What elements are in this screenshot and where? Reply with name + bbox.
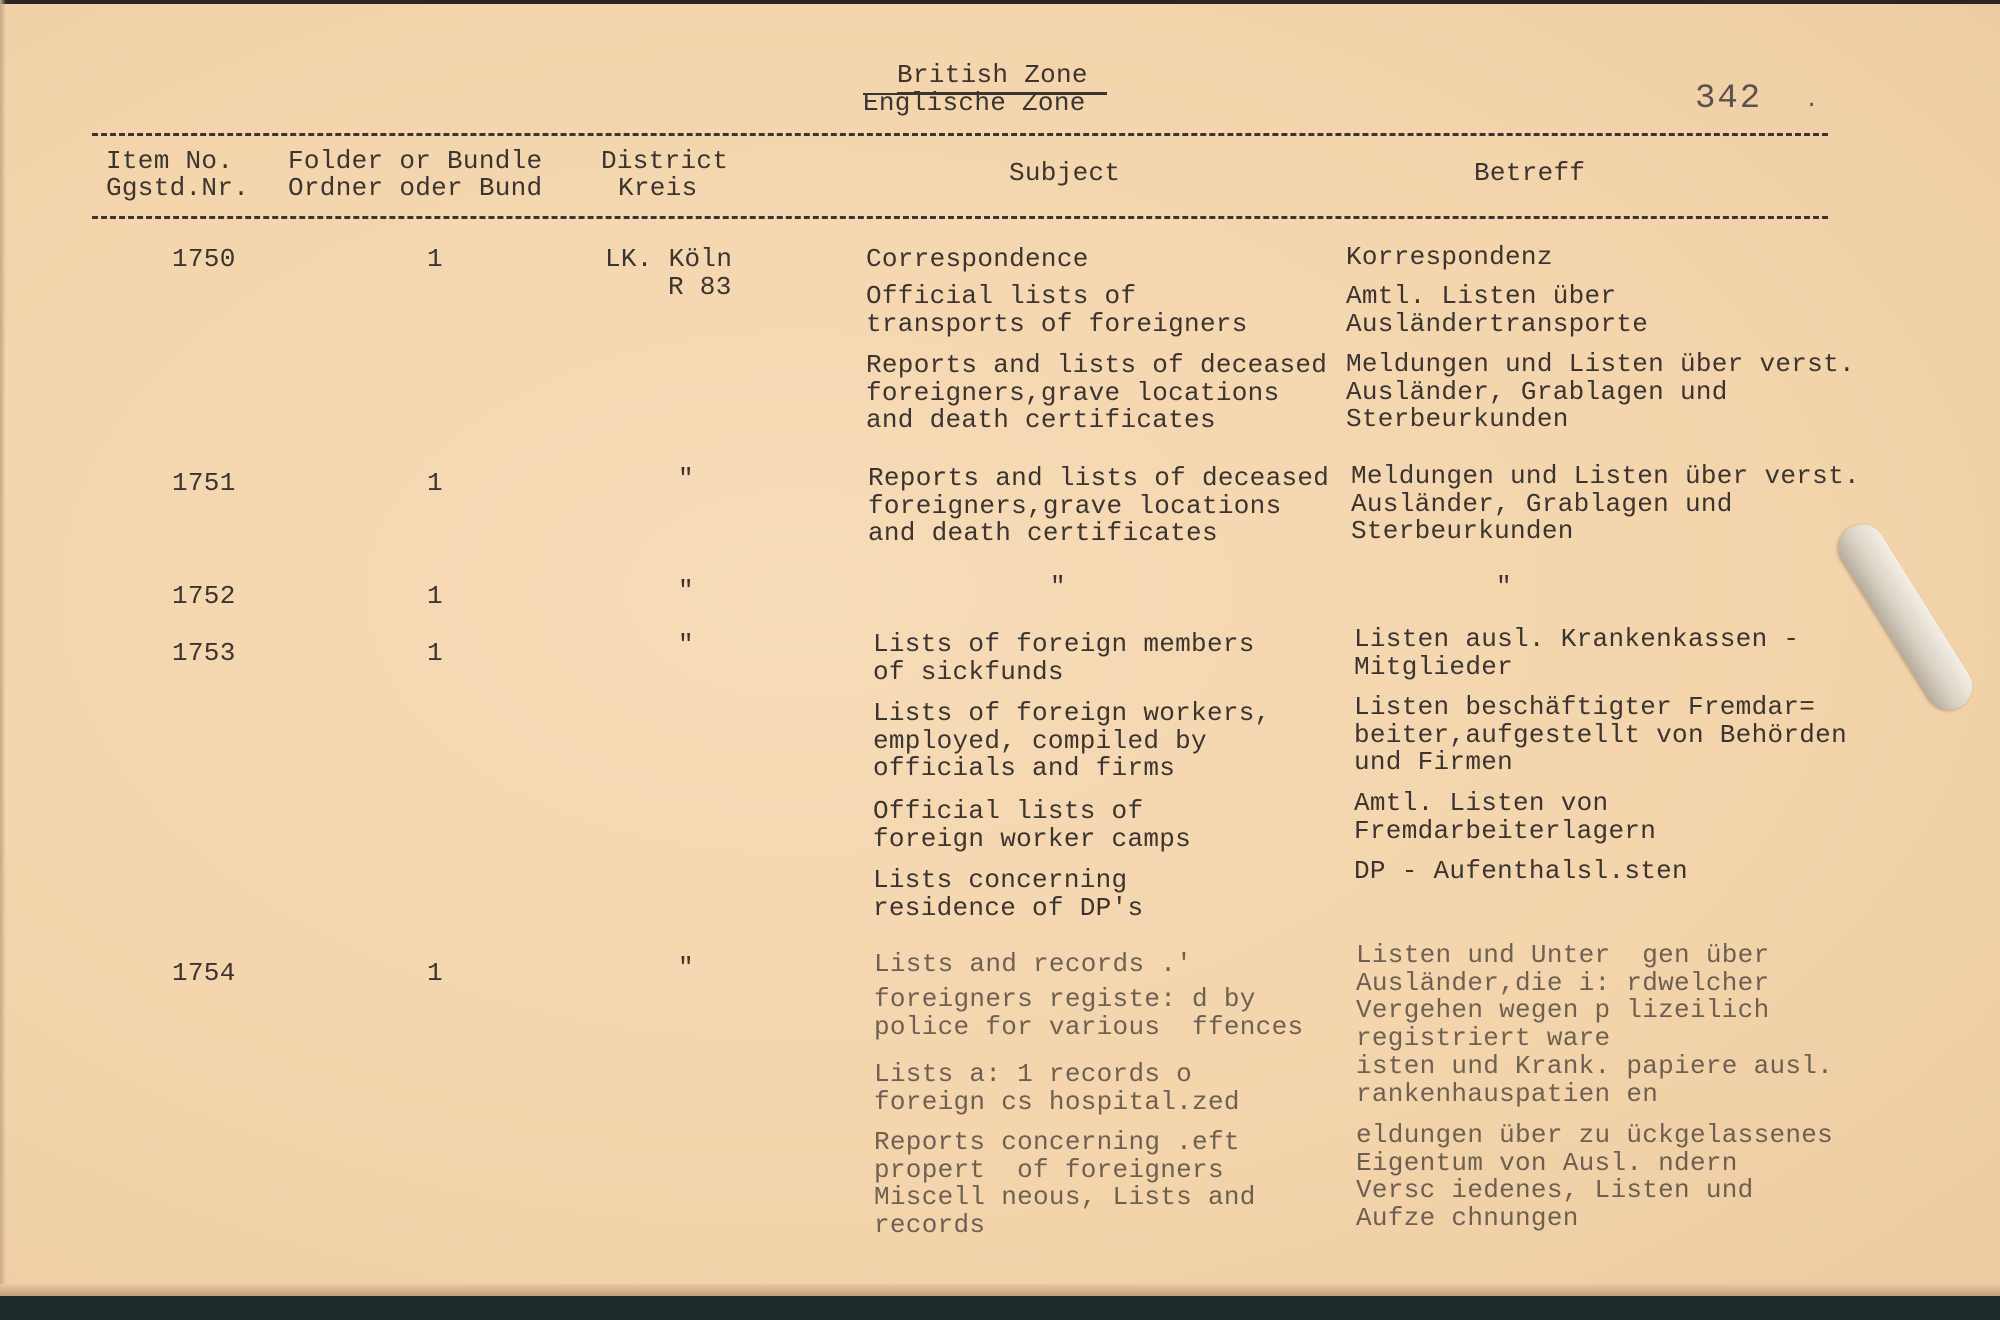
betreff-line: Korrespondenz [1346, 242, 1553, 272]
betreff-line: Sterbeurkunden [1351, 516, 1574, 546]
subject-line: Lists of foreign members [873, 629, 1255, 659]
betreff-line: Listen und Unter gen über [1356, 940, 1770, 970]
item-number: 1753 [172, 638, 236, 668]
subject-line: " [1050, 572, 1066, 602]
betreff-line: Aufze chnungen [1356, 1202, 1579, 1233]
subject-line: Reports and lists of deceased [868, 463, 1330, 493]
subject-line: foreign cs hospital.zed [874, 1086, 1240, 1117]
column-header-de: Ordner oder Bund [288, 173, 543, 203]
district: R 83 [668, 271, 732, 302]
item-number: 1751 [172, 468, 236, 498]
subject-line: officials and firms [873, 753, 1176, 783]
subject-line: Lists concerning [873, 865, 1128, 895]
subject-line: propert of foreigners [874, 1154, 1224, 1185]
subject-line: Official lists of [873, 796, 1144, 826]
subject-line: Lists a: 1 records o [874, 1059, 1193, 1089]
title-de: Englische Zone [863, 88, 1086, 118]
subject-line: transports of foreigners [866, 308, 1248, 339]
betreff-line: Amtl. Listen über [1346, 281, 1617, 311]
betreff-line: Listen ausl. Krankenkassen - [1354, 624, 1800, 654]
subject-line: foreigners,grave locations [868, 490, 1282, 521]
header-bottom-rule [92, 216, 1828, 219]
tweezers-object [1830, 516, 1980, 718]
betreff-line: Sterbeurkunden [1346, 404, 1569, 434]
betreff-line: isten und Krank. papiere ausl. [1356, 1051, 1834, 1081]
subject-line: foreigners,grave locations [866, 377, 1280, 408]
column-header-de: Kreis [618, 173, 698, 203]
betreff-line: beiter,aufgestellt von Behörden [1354, 719, 1847, 750]
subject-line: of sickfunds [873, 656, 1064, 687]
subject-line: and death certificates [868, 518, 1218, 548]
folder-count: 1 [427, 958, 443, 988]
subject-line: records [874, 1209, 986, 1240]
column-header-en: Item No. [106, 146, 234, 176]
district: LK. Köln [605, 244, 733, 274]
scan-top-edge [0, 0, 2000, 4]
betreff-line: rankenhauspatien en [1356, 1078, 1659, 1109]
folder-count: 1 [427, 244, 443, 274]
item-number: 1752 [172, 581, 236, 611]
column-header-en: District [601, 146, 729, 176]
betreff-line: Ausländer, Grablagen und [1346, 376, 1728, 407]
column-header-en: Subject [1009, 158, 1121, 188]
betreff-line: Eigentum von Ausl. ndern [1356, 1147, 1738, 1178]
betreff-line: eldungen über zu ückgelassenes [1356, 1120, 1834, 1150]
subject-line: foreign worker camps [873, 823, 1192, 854]
betreff-line: und Firmen [1354, 747, 1514, 777]
subject-line: foreigners registe: d by [874, 984, 1256, 1014]
item-number: 1750 [172, 244, 236, 274]
district: " [678, 953, 694, 983]
page-mark: . [1805, 88, 1821, 113]
betreff-line: " [1496, 572, 1512, 602]
subject-line: employed, compiled by [873, 725, 1207, 756]
subject-line: Correspondence [866, 244, 1089, 274]
scan-left-edge [0, 0, 6, 1320]
betreff-line: Amtl. Listen von [1354, 788, 1609, 818]
betreff-line: registriert ware [1356, 1022, 1611, 1053]
title-en: British Zone [897, 60, 1088, 90]
subject-line: Reports concerning .eft [874, 1127, 1240, 1157]
betreff-line: Ausländertransporte [1346, 308, 1649, 339]
betreff-line: Listen beschäftigter Fremdar= [1354, 692, 1816, 722]
betreff-line: DP - Aufenthalsl.sten [1354, 856, 1688, 886]
betreff-line: Meldungen und Listen über verst. [1351, 461, 1860, 491]
folder-count: 1 [427, 638, 443, 668]
header-top-rule [92, 133, 1828, 136]
district: " [678, 630, 694, 660]
folder-count: 1 [427, 468, 443, 498]
district: " [678, 576, 694, 606]
column-header-en: Folder or Bundle [288, 146, 543, 176]
subject-line: Lists and records .' [874, 949, 1193, 979]
betreff-line: Ausländer, Grablagen und [1351, 488, 1733, 519]
subject-line: residence of DP's [873, 892, 1144, 923]
district: " [678, 464, 694, 494]
subject-line: Reports and lists of deceased [866, 350, 1328, 380]
betreff-line: Versc iedenes, Listen und [1356, 1175, 1754, 1205]
subject-line: Lists of foreign workers, [873, 698, 1271, 728]
betreff-line: Meldungen und Listen über verst. [1346, 349, 1855, 379]
page-number: 342 [1695, 80, 1763, 118]
betreff-line: Vergehen wegen p lizeilich [1356, 995, 1770, 1025]
subject-line: Miscell neous, Lists and [874, 1182, 1256, 1212]
betreff-line: Ausländer,die i: rdwelcher [1356, 967, 1770, 998]
scan-bottom-edge [0, 1296, 2000, 1320]
subject-line: Official lists of [866, 281, 1137, 311]
betreff-line: Fremdarbeiterlagern [1354, 815, 1657, 846]
folder-count: 1 [427, 581, 443, 611]
column-header-en: Betreff [1474, 158, 1586, 188]
subject-line: and death certificates [866, 405, 1216, 435]
title-underline-2 [863, 93, 1107, 95]
betreff-line: Mitglieder [1354, 651, 1514, 682]
subject-line: police for various ffences [874, 1011, 1304, 1042]
item-number: 1754 [172, 958, 236, 988]
column-header-de: Ggstd.Nr. [106, 173, 250, 203]
